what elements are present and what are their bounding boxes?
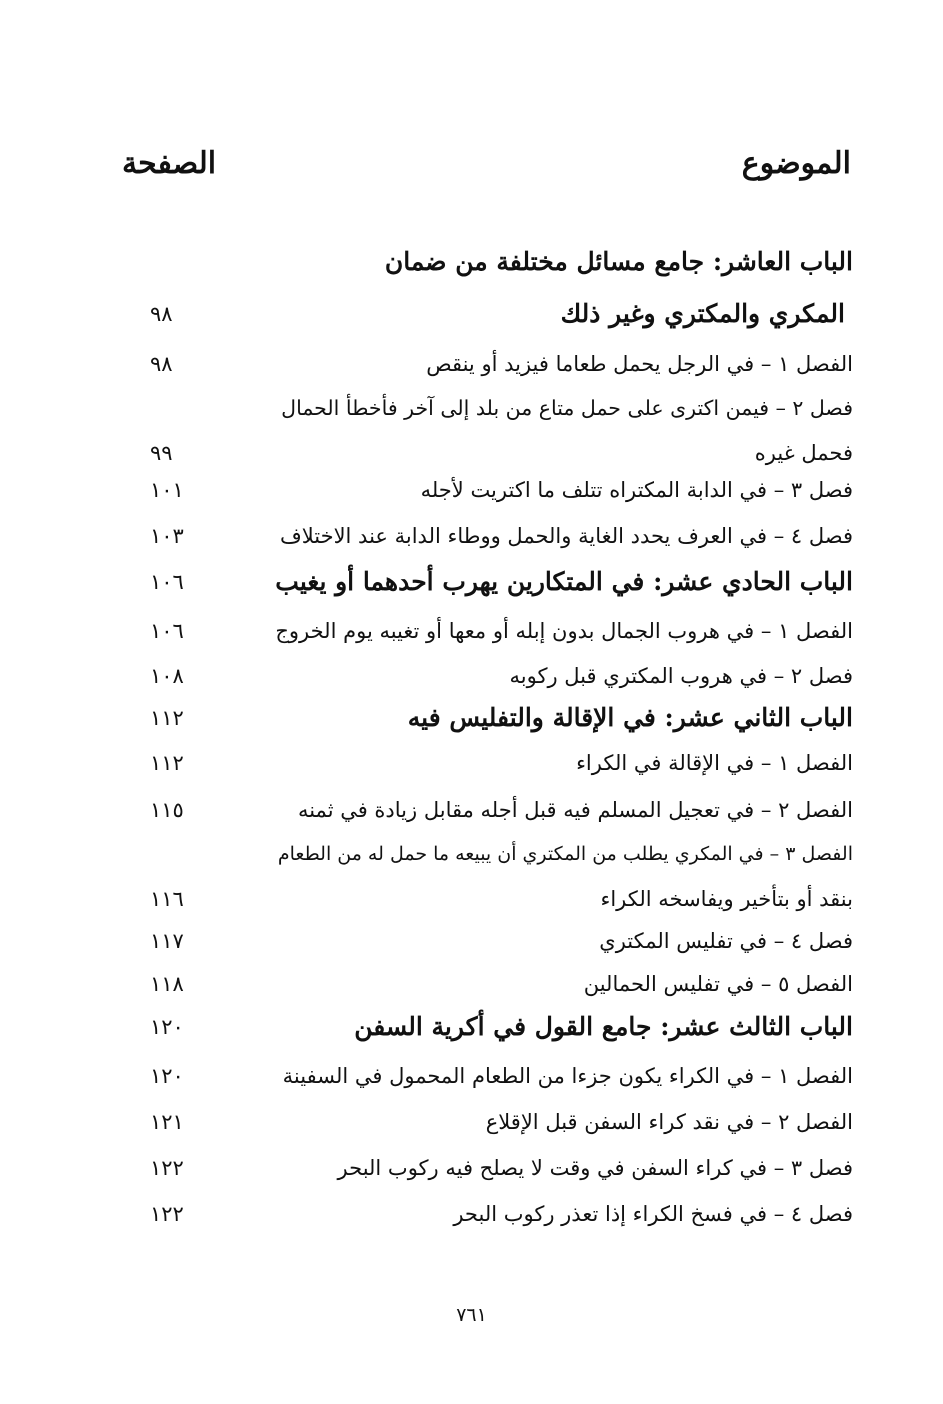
section-title: الفصل ٥ – في تفليس الحمالين — [583, 972, 853, 996]
section-title: بنقد أو بتأخير ويفاسخه الكراء — [600, 887, 853, 911]
section-title: فحمل غيره — [754, 441, 853, 465]
toc-chapter-row — [150, 240, 853, 284]
page-ref: ١٠٦ — [150, 619, 184, 643]
page-ref: ١١٢ — [150, 706, 184, 730]
page-ref: ١٠٣ — [150, 524, 184, 548]
chapter-title: الباب الحادي عشر: في المتكارين يهرب أحدهما أو يغيب — [275, 567, 853, 596]
page-ref: ١٢٢ — [150, 1202, 184, 1226]
section-title: الفصل ٣ – في المكري يطلب من المكتري أن يبيعه ما حمل له من الطعام — [277, 843, 853, 865]
section-title: فصل ٢ – فيمن اكترى على حمل متاع من بلد إلى آخر فأخطأ الحمال — [281, 396, 853, 420]
toc-chapter-row — [150, 1005, 853, 1049]
toc-section-row — [150, 788, 853, 832]
page-ref: ١١٢ — [150, 751, 184, 775]
toc-section-row — [150, 741, 853, 785]
page-ref: ١٠١ — [150, 478, 184, 502]
toc-section-row — [150, 1100, 853, 1144]
page-ref: ١٢٢ — [150, 1156, 184, 1180]
toc-section-row — [150, 609, 853, 653]
page-ref: ١١٧ — [150, 929, 184, 953]
page-ref: ١١٦ — [150, 887, 184, 911]
toc-section-row — [150, 386, 853, 430]
page-ref: ٩٩ — [150, 441, 173, 465]
section-title: فصل ٣ – في كراء السفن في وقت لا يصلح فيه ركوب البحر — [337, 1156, 853, 1180]
page-ref: ١١٥ — [150, 798, 184, 822]
toc-section-row — [150, 877, 853, 921]
section-title: الفصل ١ – في الرجل يحمل طعاما فيزيد أو ينقص — [426, 352, 853, 376]
chapter-title: المكري والمكتري وغير ذلك — [560, 299, 845, 328]
section-title: الفصل ١ – في الإقالة في الكراء — [576, 751, 853, 775]
section-title: فصل ٣ – في الدابة المكتراه تتلف ما اكتريت لأجله — [420, 478, 853, 502]
toc-section-row — [150, 962, 853, 1006]
toc-section-row — [150, 1192, 853, 1236]
page-column-header: الصفحة — [122, 146, 217, 181]
section-title: الفصل ١ – في الكراء يكون جزءا من الطعام المحمول في السفينة — [282, 1064, 853, 1088]
section-title: الفصل ٢ – في نقد كراء السفن قبل الإقلاع — [485, 1110, 853, 1134]
toc-section-row — [150, 514, 853, 558]
section-title: الفصل ٢ – في تعجيل المسلم فيه قبل أجله مقابل زيادة في ثمنه — [297, 798, 853, 822]
page-ref: ١٢٠ — [150, 1015, 184, 1039]
toc-section-row — [150, 342, 853, 386]
toc-chapter-row — [150, 696, 853, 740]
page-ref: ١١٨ — [150, 972, 184, 996]
toc-section-row — [150, 1146, 853, 1190]
toc-section-row — [150, 468, 853, 512]
toc-section-row — [150, 1054, 853, 1098]
page-number: ٧٦١ — [456, 1304, 487, 1326]
page-ref: ١٢٠ — [150, 1064, 184, 1088]
page-ref: ٩٨ — [150, 302, 173, 326]
section-title: الفصل ١ – في هروب الجمال بدون إبله أو معها أو تغيبه يوم الخروج — [275, 619, 853, 643]
topic-column-header: الموضوع — [741, 146, 851, 181]
page-ref: ٩٨ — [150, 352, 173, 376]
chapter-title: الباب الثاني عشر: في الإقالة والتفليس فيه — [407, 703, 853, 732]
section-title: فصل ٤ – في فسخ الكراء إذا تعذر ركوب البحر — [453, 1202, 853, 1226]
chapter-title: الباب العاشر: جامع مسائل مختلفة من ضمان — [384, 247, 853, 276]
page-ref: ١٢١ — [150, 1110, 184, 1134]
toc-chapter-row — [150, 560, 853, 604]
page-ref: ١٠٨ — [150, 664, 184, 688]
section-title: فصل ٢ – في هروب المكتري قبل ركوبه — [509, 664, 853, 688]
section-title: فصل ٤ – في تفليس المكتري — [599, 929, 853, 953]
toc-section-row — [150, 654, 853, 698]
page-ref: ١٠٦ — [150, 570, 184, 594]
toc-section-row — [150, 919, 853, 963]
chapter-title: الباب الثالث عشر: جامع القول في أكرية السفن — [354, 1012, 853, 1041]
section-title: فصل ٤ – في العرف يحدد الغاية والحمل ووطاء الدابة عند الاختلاف — [279, 524, 853, 548]
toc-chapter-row — [150, 292, 853, 336]
toc-section-row — [150, 832, 853, 876]
